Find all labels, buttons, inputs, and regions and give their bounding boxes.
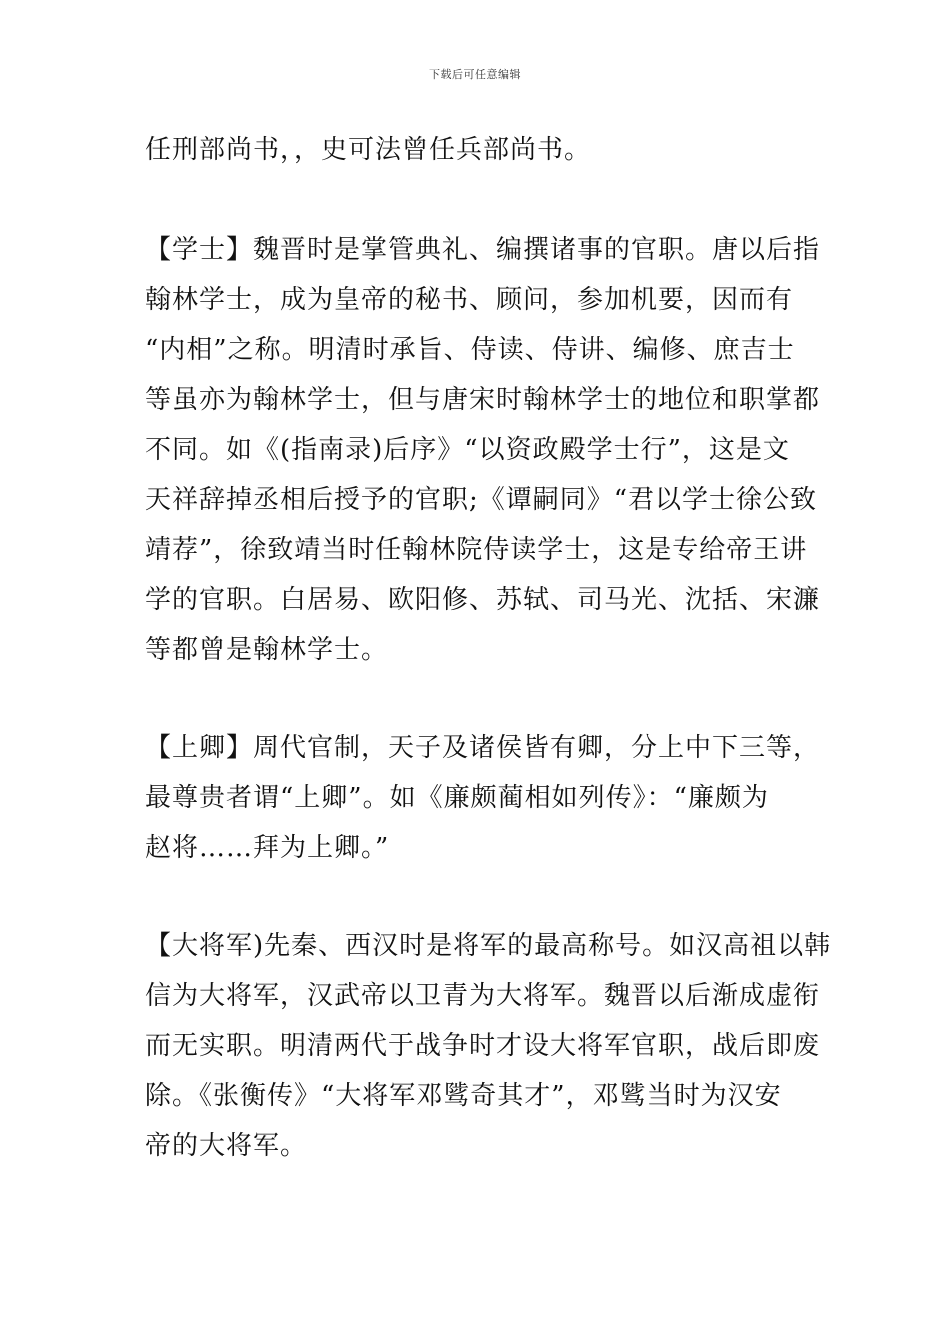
text-line: 最尊贵者谓“上卿”。如《廉颇蔺相如列传》：“廉颇为 [145,783,769,813]
text-line: 翰林学士，成为皇帝的秘书、顾问，参加机要，因而有 [145,285,794,315]
text-line: 任刑部尚书，，史可法曾任兵部尚书。 [145,135,592,165]
text-line: 而无实职。明清两代于战争时才设大将军官职，战后即废 [145,1031,821,1061]
text-line: 【大将军)先秦、西汉时是将军的最高称号。如汉高祖以韩 [145,931,832,961]
text-line: 学的官职。白居易、欧阳修、苏轼、司马光、沈括、宋濂 [145,585,821,615]
text-line: 信为大将军，汉武帝以卫青为大将军。魏晋以后渐成虚衔 [145,981,821,1011]
text-line: 帝的大将军。 [145,1131,308,1161]
text-line: 等都曾是翰林学士。 [145,635,389,665]
text-line: 【学士】魏晋时是掌管典礼、编撰诸事的官职。唐以后指 [145,235,821,265]
text-line: 等虽亦为翰林学士，但与唐宋时翰林学士的地位和职掌都 [145,385,821,415]
text-line: 【上卿】周代官制，天子及诸侯皆有卿，分上中下三等， [145,733,821,763]
text-line: 靖荐”，徐致靖当时任翰林院侍读学士，这是专给帝王讲 [145,535,808,565]
text-line: 除。《张衡传》“大将军邓骘奇其才”，邓骘当时为汉安 [145,1081,782,1111]
page-header: 下载后可任意编辑 [429,68,521,81]
text-line: “内相”之称。明清时承旨、侍读、侍讲、编修、庶吉士 [145,335,795,365]
text-line: 天祥辞掉丞相后授予的官职;《谭嗣同》“君以学士徐公致 [145,485,818,515]
text-line: 不同。如《(指南录)后序》“以资政殿学士行”，这是文 [145,435,790,465]
text-line: 赵将……拜为上卿。” [145,833,390,863]
